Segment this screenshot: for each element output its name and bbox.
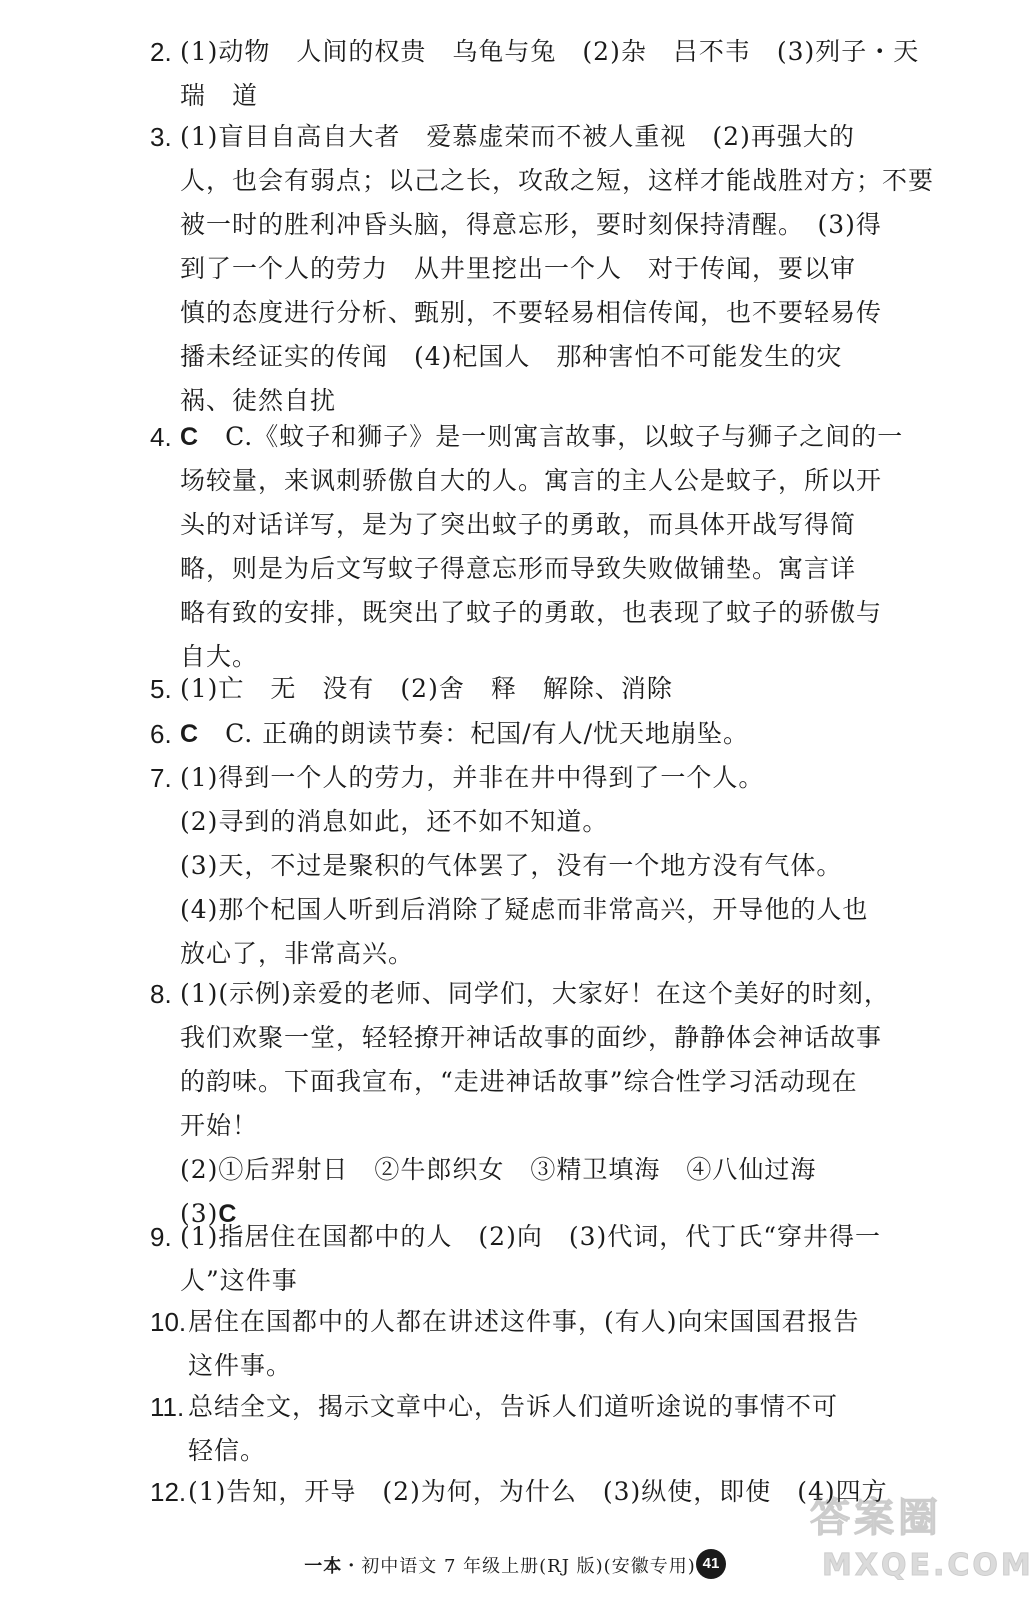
- answer-choice: C: [218, 1200, 238, 1228]
- answer-explanation: C. 正确的朗读节奏：杞国/有人/忧天地崩坠。: [199, 719, 750, 748]
- answer-line: 开始！: [180, 1111, 259, 1140]
- item-number: 3.: [150, 122, 172, 152]
- answer-line: 略，则是为后文写蚊子得意忘形而导致失败做铺垫。寓言详: [180, 554, 857, 583]
- item-number: 4.: [150, 422, 172, 452]
- answer-line: 场较量，来讽刺骄傲自大的人。寓言的主人公是蚊子，所以开: [180, 466, 883, 495]
- item-number: 6.: [150, 719, 172, 749]
- item-number: 5.: [150, 674, 172, 704]
- answer-line: 放心了，非常高兴。: [180, 939, 415, 968]
- answer-line: 瑞 道: [180, 81, 259, 110]
- answer-item-9: [150, 1215, 882, 1303]
- answer-line: 播未经证实的传闻 (4)杞国人 那种害怕不可能发生的灾: [180, 342, 843, 371]
- footer-brand: 一本: [304, 1556, 343, 1577]
- answer-item-10: [150, 1300, 860, 1388]
- answer-line: (1)亡 无 没有 (2)舍 释 解除、消除: [180, 674, 673, 703]
- answer-line: (2)寻到的消息如此，还不如不知道。: [180, 807, 609, 836]
- item-number: 11.: [150, 1392, 185, 1422]
- answer-line: 自大。: [180, 642, 259, 671]
- answer-item-3: [150, 115, 935, 423]
- item-number: 8.: [150, 979, 172, 1009]
- answer-item-6: [150, 712, 840, 756]
- item-number: 10.: [150, 1307, 187, 1337]
- answer-line: 慎的态度进行分析、甄别，不要轻易相信传闻，也不要轻易传: [180, 298, 883, 327]
- answer-choice: C: [180, 423, 200, 451]
- answer-line: 头的对话详写，是为了突出蚊子的勇敢，而具体开战写得简: [180, 510, 857, 539]
- answer-item-8: [150, 972, 890, 1236]
- answer-item-11: [150, 1385, 840, 1473]
- item-number: 2.: [150, 37, 172, 67]
- answer-line: 总结全文，揭示文章中心，告诉人们道听途说的事情不可: [188, 1392, 839, 1421]
- answer-item-2: [150, 30, 920, 118]
- answer-line: (3)天，不过是聚积的气体罢了，没有一个地方没有气体。: [180, 851, 843, 880]
- answer-choice: C: [180, 720, 200, 748]
- footer-title: ・初中语文 7 年级上册(RJ 版)(安徽专用): [342, 1556, 696, 1577]
- answer-item-7: [150, 756, 869, 976]
- answer-line: 被一时的胜利冲昏头脑，得意忘形，要时刻保持清醒。 (3)得: [180, 210, 882, 239]
- answer-item-12: [150, 1470, 888, 1514]
- item-number: 7.: [150, 763, 172, 793]
- answer-sub-prefix: (3): [180, 1199, 219, 1228]
- answer-line: 居住在国都中的人都在讲述这件事，(有人)向宋国国君报告: [188, 1307, 860, 1336]
- answer-line: 轻信。: [188, 1436, 267, 1465]
- answer-line: 人”这件事: [180, 1266, 298, 1295]
- answer-line: 这件事。: [188, 1351, 293, 1380]
- answer-line: (1)告知，开导 (2)为何，为什么 (3)纵使，即使 (4)四方: [188, 1477, 888, 1506]
- answer-line: (1)(示例)亲爱的老师、同学们，大家好！在这个美好的时刻，: [180, 979, 890, 1008]
- item-number: 9.: [150, 1222, 172, 1252]
- answer-line: 到了一个人的劳力 从井里挖出一个人 对于传闻，要以审: [180, 254, 857, 283]
- answer-line: 祸、徒然自扰: [180, 386, 337, 415]
- answer-line: (1)指居住在国都中的人 (2)向 (3)代词，代丁氏“穿井得一: [180, 1222, 882, 1251]
- watermark-logo: [810, 1484, 1034, 1594]
- answer-item-4: [150, 415, 904, 679]
- answer-line: (1)盲目自高自大者 爱慕虚荣而不被人重视 (2)再强大的: [180, 122, 855, 151]
- watermark-text: 答案圈: [810, 1495, 942, 1541]
- answer-line: (1)动物 人间的权贵 乌龟与兔 (2)杂 吕不韦 (3)列子・天: [180, 37, 920, 66]
- page-footer: [304, 1552, 695, 1578]
- answer-line: 的韵味。下面我宣布，“走进神话故事”综合性学习活动现在: [180, 1067, 858, 1096]
- watermark-url: MXQE.COM: [822, 1548, 1034, 1583]
- answer-line: (2)①后羿射日 ②牛郎织女 ③精卫填海 ④八仙过海: [180, 1155, 817, 1184]
- answer-line: 略有致的安排，既突出了蚊子的勇敢，也表现了蚊子的骄傲与: [180, 598, 883, 627]
- answer-line: 我们欢聚一堂，轻轻撩开神话故事的面纱，静静体会神话故事: [180, 1023, 883, 1052]
- answer-item-5: [150, 667, 840, 711]
- item-number: 12.: [150, 1477, 187, 1507]
- answer-line: (4)那个杞国人听到后消除了疑虑而非常高兴，开导他的人也: [180, 895, 869, 924]
- answer-line: (1)得到一个人的劳力，并非在井中得到了一个人。: [180, 763, 765, 792]
- answer-explanation: C.《蚊子和狮子》是一则寓言故事，以蚊子与狮子之间的一: [199, 422, 904, 451]
- answer-line: 人，也会有弱点；以己之长，攻敌之短，这样才能战胜对方；不要: [180, 166, 935, 195]
- page-number-badge: 41: [696, 1549, 726, 1579]
